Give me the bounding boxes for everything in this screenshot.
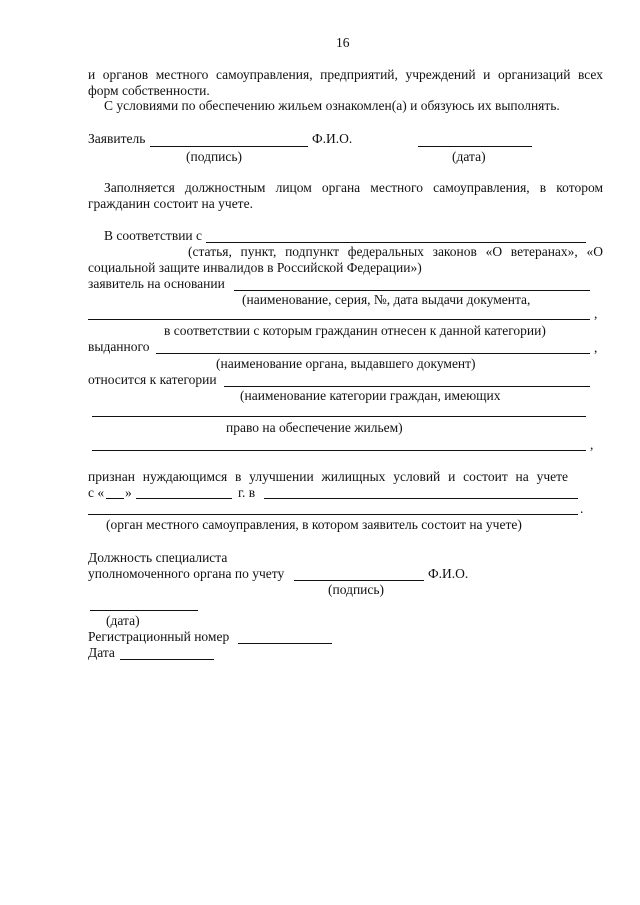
recognized-text: признан нуждающимся в улучшении жилищных условий и состоит на учете [88,469,568,484]
since-mid: » [125,485,132,500]
since-prefix: с « [88,485,105,500]
text-line-organs: и органов местного самоуправления, предприятий, учреждений и организаций всех [88,67,603,82]
housing-right-caption: право на обеспечение жильем) [226,420,403,435]
comma-mark-2: , [594,340,598,355]
law-reference-line[interactable] [206,242,586,243]
specialist-signature-caption: (подпись) [328,582,385,597]
issuer-caption: (наименование органа, выдавшего документ) [216,356,476,371]
category-continuation-line[interactable] [92,416,586,417]
law-caption-line-2: социальной защите инвалидов в Российской Федерации») [88,260,422,275]
organ-caption: (орган местного самоуправления, в котором заявитель состоит на учете) [106,517,522,532]
period-mark: . [580,501,584,516]
issuer-line[interactable] [156,353,590,354]
belongs-category-label: относится к категории [88,372,217,387]
applicant-signature-line[interactable] [150,146,308,147]
month-line[interactable] [136,498,232,499]
specialist-position-label: Должность специалиста [88,550,228,565]
category-name-caption: (наименование категории граждан, имеющих [240,388,501,403]
official-note-line: Заполняется должностным лицом органа местного самоуправления, в котором [104,180,603,195]
specialist-fio-label: Ф.И.О. [428,566,469,581]
applicant-label: Заявитель [88,131,146,146]
text-line-conditions: С условиями по обеспечению жильем ознакомлен(а) и обязуюсь их выполнять. [104,98,560,113]
basis-document-line[interactable] [234,290,590,291]
comma-mark-3: , [590,437,594,452]
date-label: Дата [88,645,115,660]
comma-mark: , [594,306,598,321]
footer-date-caption: (дата) [106,613,140,628]
applicant-fio-label: Ф.И.О. [312,131,353,146]
housing-right-line[interactable] [92,450,586,451]
applicant-date-line[interactable] [418,146,532,147]
basis-label: заявитель на основании [88,276,225,291]
footer-date-line[interactable] [90,610,198,611]
year-suffix: г. в [238,485,256,500]
registration-number-label: Регистрационный номер [88,629,230,644]
applicant-date-caption: (дата) [452,149,486,164]
category-caption: в соответствии с которым гражданин отнесен к данной категории) [164,323,546,338]
issued-label: выданного [88,339,150,354]
applicant-signature-caption: (подпись) [186,149,243,164]
page-number: 16 [336,35,350,50]
organ-line[interactable] [264,498,578,499]
official-note-line-2: гражданин состоит на учете. [88,196,253,211]
document-caption: (наименование, серия, №, дата выдачи документа, [242,292,531,307]
specialist-signature-line[interactable] [294,580,424,581]
specialist-organ-label: уполномоченного органа по учету [88,566,285,581]
registration-number-line[interactable] [238,643,332,644]
date-line[interactable] [120,659,214,660]
document-continuation-line[interactable] [88,319,590,320]
organ-continuation-line[interactable] [88,514,578,515]
according-label: В соответствии с [104,228,203,243]
law-caption-line: (статья, пункт, подпункт федеральных законов «О ветеранах», «О [188,244,603,259]
day-line[interactable] [106,498,124,499]
text-line-ownership: форм собственности. [88,83,210,98]
category-line[interactable] [224,386,590,387]
